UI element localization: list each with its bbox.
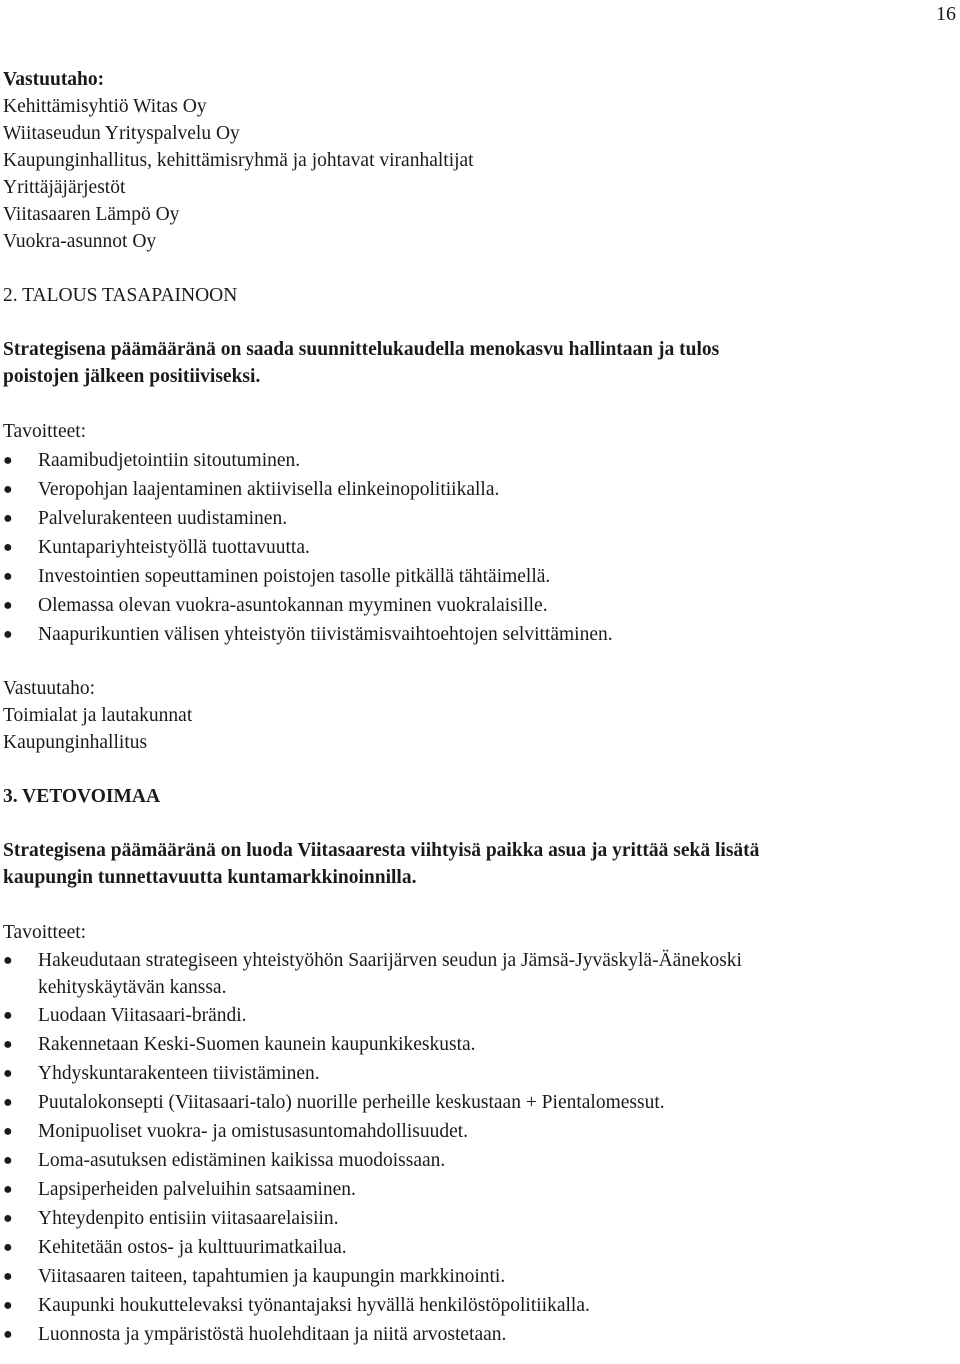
goals-heading-2: Tavoitteet:: [3, 421, 87, 442]
list-item: ● Viitasaaren taiteen, tapahtumien ja kaupungin markkinointi.: [3, 1262, 943, 1291]
responsible-item: Toimialat ja lautakunnat: [3, 705, 193, 726]
list-item: ● Veropohjan laajentaminen aktiivisella elinkeinopolitiikalla.: [3, 475, 943, 504]
bullet-icon: ●: [3, 1094, 13, 1111]
list-item: ● Lapsiperheiden palveluihin satsaaminen.: [3, 1175, 943, 1204]
bullet-icon: ●: [3, 597, 13, 614]
responsible-item: Vuokra-asunnot Oy: [3, 231, 157, 252]
bullet-icon: ●: [3, 539, 13, 556]
strategy-line: Strategisena päämääränä on luoda Viitasaaresta viihtyisä paikka asua ja yrittää sekä lisätä: [3, 840, 760, 861]
responsible-item: Viitasaaren Lämpö Oy: [3, 204, 180, 225]
vastuutaho-heading-1: Vastuutaho:: [3, 69, 105, 90]
list-item: ● Yhdyskuntarakenteen tiivistäminen.: [3, 1059, 943, 1088]
strategy-statement-3: [3, 837, 943, 891]
bullet-icon: ●: [3, 568, 13, 585]
bullet-icon: ●: [3, 1152, 13, 1169]
list-item: ● Naapurikuntien välisen yhteistyön tiivistämisvaihtoehtojen selvittäminen.: [3, 620, 943, 649]
bullet-icon: ●: [3, 1065, 13, 1082]
list-item: ● Rakennetaan Keski-Suomen kaunein kaupunkikeskusta.: [3, 1030, 943, 1059]
list-item: ● Kaupunki houkuttelevaksi työnantajaksi hyvällä henkilöstöpolitiikalla.: [3, 1291, 943, 1320]
list-item: ● Kuntapariyhteistyöllä tuottavuutta.: [3, 533, 943, 562]
list-item: ● Loma-asutuksen edistäminen kaikissa muodoissaan.: [3, 1146, 943, 1175]
strategy-line: kaupungin tunnettavuutta kuntamarkkinoinnilla.: [3, 867, 417, 888]
document-body: [3, 66, 943, 1349]
strategy-statement-2: [3, 336, 943, 390]
list-item: ● Investointien sopeuttaminen poistojen tasolle pitkällä tähtäimellä.: [3, 562, 943, 591]
goals-list-3: [3, 947, 943, 1349]
list-item: ● Kehitetään ostos- ja kulttuurimatkailua.: [3, 1233, 943, 1262]
vastuutaho-heading-2: Vastuutaho:: [3, 678, 96, 699]
list-item: ● Hakeudutaan strategiseen yhteistyöhön Saarijärven seudun ja Jämsä-Jyväskylä-Äänekoski kehityskäytävän kanssa.: [3, 947, 943, 1001]
page-number: 16: [936, 3, 956, 25]
list-item: ● Monipuoliset vuokra- ja omistusasuntomahdollisuudet.: [3, 1117, 943, 1146]
list-item: ● Luodaan Viitasaari-brändi.: [3, 1001, 943, 1030]
list-item: ● Puutalokonsepti (Viitasaari-talo) nuorille perheille keskustaan + Pientalomessut.: [3, 1088, 943, 1117]
list-item: ● Raamibudjetointiin sitoutuminen.: [3, 446, 943, 475]
bullet-icon: ●: [3, 1268, 13, 1285]
strategy-line: poistojen jälkeen positiiviseksi.: [3, 366, 261, 387]
bullet-icon: ●: [3, 1181, 13, 1198]
list-item: ● Yhteydenpito entisiin viitasaarelaisiin.: [3, 1204, 943, 1233]
responsible-item: Kaupunginhallitus: [3, 732, 148, 753]
bullet-icon: ●: [3, 1123, 13, 1140]
bullet-icon: ●: [3, 452, 13, 469]
responsible-item: Kehittämisyhtiö Witas Oy: [3, 96, 207, 117]
bullet-icon: ●: [3, 1239, 13, 1256]
responsible-item: Yrittäjäjärjestöt: [3, 177, 126, 198]
bullet-icon: ●: [3, 626, 13, 643]
bullet-icon: ●: [3, 1297, 13, 1314]
bullet-icon: ●: [3, 1007, 13, 1024]
bullet-icon: ●: [3, 952, 13, 969]
section-title-talous: 2. TALOUS TASAPAINOON: [3, 285, 238, 306]
list-item: ● Palvelurakenteen uudistaminen.: [3, 504, 943, 533]
bullet-icon: ●: [3, 1210, 13, 1227]
bullet-icon: ●: [3, 510, 13, 527]
bullet-icon: ●: [3, 1036, 13, 1053]
goals-list-2: [3, 446, 943, 649]
list-item: ● Olemassa olevan vuokra-asuntokannan myyminen vuokralaisille.: [3, 591, 943, 620]
bullet-icon: ●: [3, 481, 13, 498]
goals-heading-3: Tavoitteet:: [3, 922, 87, 943]
strategy-line: Strategisena päämääränä on saada suunnittelukaudella menokasvu hallintaan ja tulos: [3, 339, 720, 360]
responsible-item: Wiitaseudun Yrityspalvelu Oy: [3, 123, 240, 144]
section-title-vetovoimaa: 3. VETOVOIMAA: [3, 786, 161, 807]
bullet-icon: ●: [3, 1326, 13, 1343]
responsible-item: Kaupunginhallitus, kehittämisryhmä ja johtavat viranhaltijat: [3, 150, 474, 171]
list-item: ● Luonnosta ja ympäristöstä huolehditaan ja niitä arvostetaan.: [3, 1320, 943, 1349]
